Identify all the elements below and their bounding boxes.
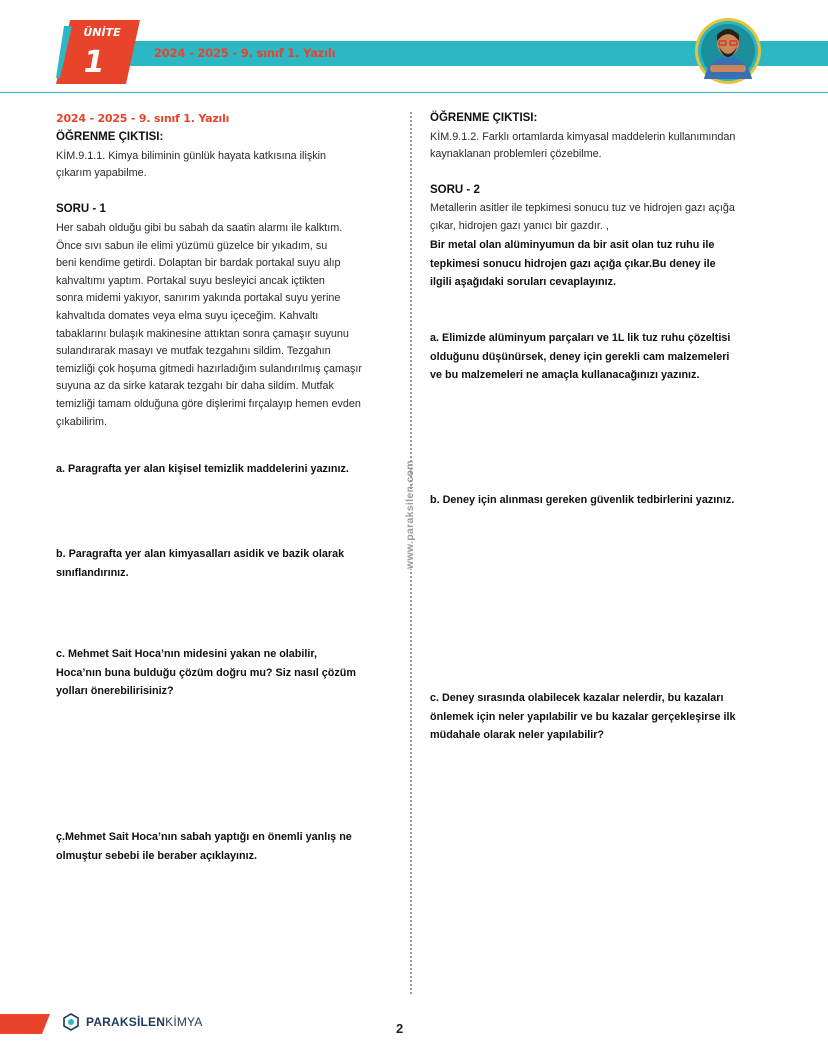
text-line: suyuna az da sirke katarak tezgahı bir daha sildim. Mutfak — [56, 380, 334, 393]
text-line: tepkimesi sonucu hidrojen gazı açığa çıkar.Bu deney ile — [430, 257, 716, 270]
text-line: ilgili aşağıdaki soruları cevaplayınız. — [430, 276, 617, 289]
text-line: Metallerin asitler ile tepkimesi sonucu tuz ve hidrojen gazı açığa — [430, 202, 735, 214]
footer-brand — [86, 1015, 203, 1029]
text-line: kahvaltıda domates veya elma suyu içeceğim. Kahvaltı — [56, 309, 319, 322]
question-1-heading: SORU - 1 — [56, 203, 106, 215]
question-1c — [56, 645, 396, 701]
text-line: KİM.9.1.1. Kimya biliminin günlük hayata katkısına ilişkin — [56, 150, 327, 162]
brand-name-bold: PARAKSİLEN — [86, 1015, 166, 1029]
left-outcome-text — [56, 148, 396, 182]
text-line: b. Deney için alınması gereken güvenlik tedbirlerini yazınız. — [430, 494, 735, 506]
page-header — [0, 0, 828, 100]
unit-badge — [56, 20, 140, 84]
question-1-paragraph — [56, 220, 396, 431]
question-1a — [56, 460, 396, 479]
text-line: temizliği tamam olduğuna göre dişlerimi fırçalayıp hemen evden — [56, 397, 361, 410]
text-line: çıkar, hidrojen gazı yanıcı bir gazdır. , — [430, 219, 609, 232]
question-2-bold-intro — [430, 236, 775, 292]
question-2a — [430, 329, 775, 385]
text-line: temizliği çok hoşuma gitmedi hazırladığım sulandırılmış çamaşır — [56, 362, 363, 375]
header-underline — [0, 92, 828, 93]
text-line: Önce sıvı sabun ile elimi yüzümü güzelce bir yıkadım, su — [56, 239, 328, 252]
text-line: b. Paragrafta yer alan kimyasalları asidik ve bazik olarak — [56, 548, 345, 560]
avatar-arms — [710, 65, 746, 72]
text-line: tabaklarını bulaşık makinesine attıktan sonra çamaşır suyunu — [56, 327, 349, 340]
text-line: a. Elimizde alüminyum parçaları ve 1L lik tuz ruhu çözeltisi — [430, 332, 731, 344]
footer-stripe — [0, 1014, 50, 1034]
unit-label: ÜNİTE — [83, 26, 121, 39]
text-line: a. Paragrafta yer alan kişisel temizlik maddelerini yazınız. — [56, 463, 349, 475]
paraksilen-logo-icon — [62, 1013, 80, 1031]
text-line: müdahale olarak neler yapılabilir? — [430, 729, 605, 741]
left-column — [56, 112, 396, 431]
right-outcome-heading: ÖĞRENME ÇIKTISI: — [430, 112, 538, 124]
page-number: 2 — [396, 1021, 404, 1036]
text-line: beni kendime getirdi. Dolaptan bir bardak portakal suyu alıp — [56, 257, 341, 270]
text-line: yolları önerebilirisiniz? — [56, 685, 174, 697]
text-line: ç.Mehmet Sait Hoca’nın sabah yaptığı en önemli yanlış ne — [56, 831, 352, 843]
unit-number: 1 — [83, 45, 105, 80]
text-line: sınıflandırınız. — [56, 566, 129, 579]
text-line: olduğunu düşünürsek, deney için gerekli cam malzemeleri — [430, 350, 730, 363]
right-outcome-text — [430, 129, 775, 163]
left-outcome-heading: ÖĞRENME ÇIKTISI: — [56, 131, 164, 143]
text-line: Bir metal olan alüminyumun da bir asit olan tuz ruhu ile — [430, 239, 715, 252]
header-title: 2024 - 2025 - 9. sınıf 1. Yazılı — [154, 46, 336, 60]
question-2b — [430, 491, 775, 510]
watermark-url: www.paraksilen.com — [404, 460, 416, 569]
text-line: c. Deney sırasında olabilecek kazalar nelerdir, bu kazaları — [430, 692, 724, 704]
text-line: çıkarım yapabilme. — [56, 167, 147, 179]
text-line: olmuştur sebebi ile beraber açıklayınız. — [56, 849, 258, 862]
question-2c — [430, 689, 775, 745]
text-line: kahvaltımı yaptım. Portakal suyu besleyici ancak içtikten — [56, 274, 325, 287]
footer-logo — [62, 1013, 203, 1031]
question-1b — [56, 545, 396, 582]
text-line: Her sabah olduğu gibi bu sabah da saatin alarmı ile kalktım. — [56, 222, 343, 234]
text-line: sulandırarak masayı ve mutfak tezgahını sildim. Tezgahın — [56, 345, 331, 358]
text-line: Hoca’nın buna bulduğu çözüm doğru mu? Siz nasıl çözüm — [56, 666, 356, 679]
brand-name-light: KİMYA — [165, 1015, 203, 1029]
text-line: sonra midemi yakıyor, sanırım yakında portakal suyu yerine — [56, 292, 341, 305]
question-2-intro — [430, 200, 775, 235]
right-column — [430, 112, 775, 292]
text-line: c. Mehmet Sait Hoca’nın midesini yakan ne olabilir, — [56, 648, 318, 660]
teacher-avatar — [694, 15, 762, 87]
text-line: kaynaklanan problemleri çözebilme. — [430, 148, 602, 160]
text-line: KİM.9.1.2. Farklı ortamlarda kimyasal maddelerin kullanımından — [430, 131, 736, 143]
question-1cc — [56, 828, 396, 865]
text-line: çıkabilirim. — [56, 415, 107, 428]
footer-stripe-shape — [0, 1014, 50, 1034]
question-2-heading: SORU - 2 — [430, 184, 480, 196]
text-line: önlemek için neler yapılabilir ve bu kazalar gerçekleşirse ilk — [430, 710, 736, 723]
text-line: ve bu malzemeleri ne amaçla kullanacağınızı yazınız. — [430, 369, 700, 381]
exam-title: 2024 - 2025 - 9. sınıf 1. Yazılı — [56, 112, 230, 125]
